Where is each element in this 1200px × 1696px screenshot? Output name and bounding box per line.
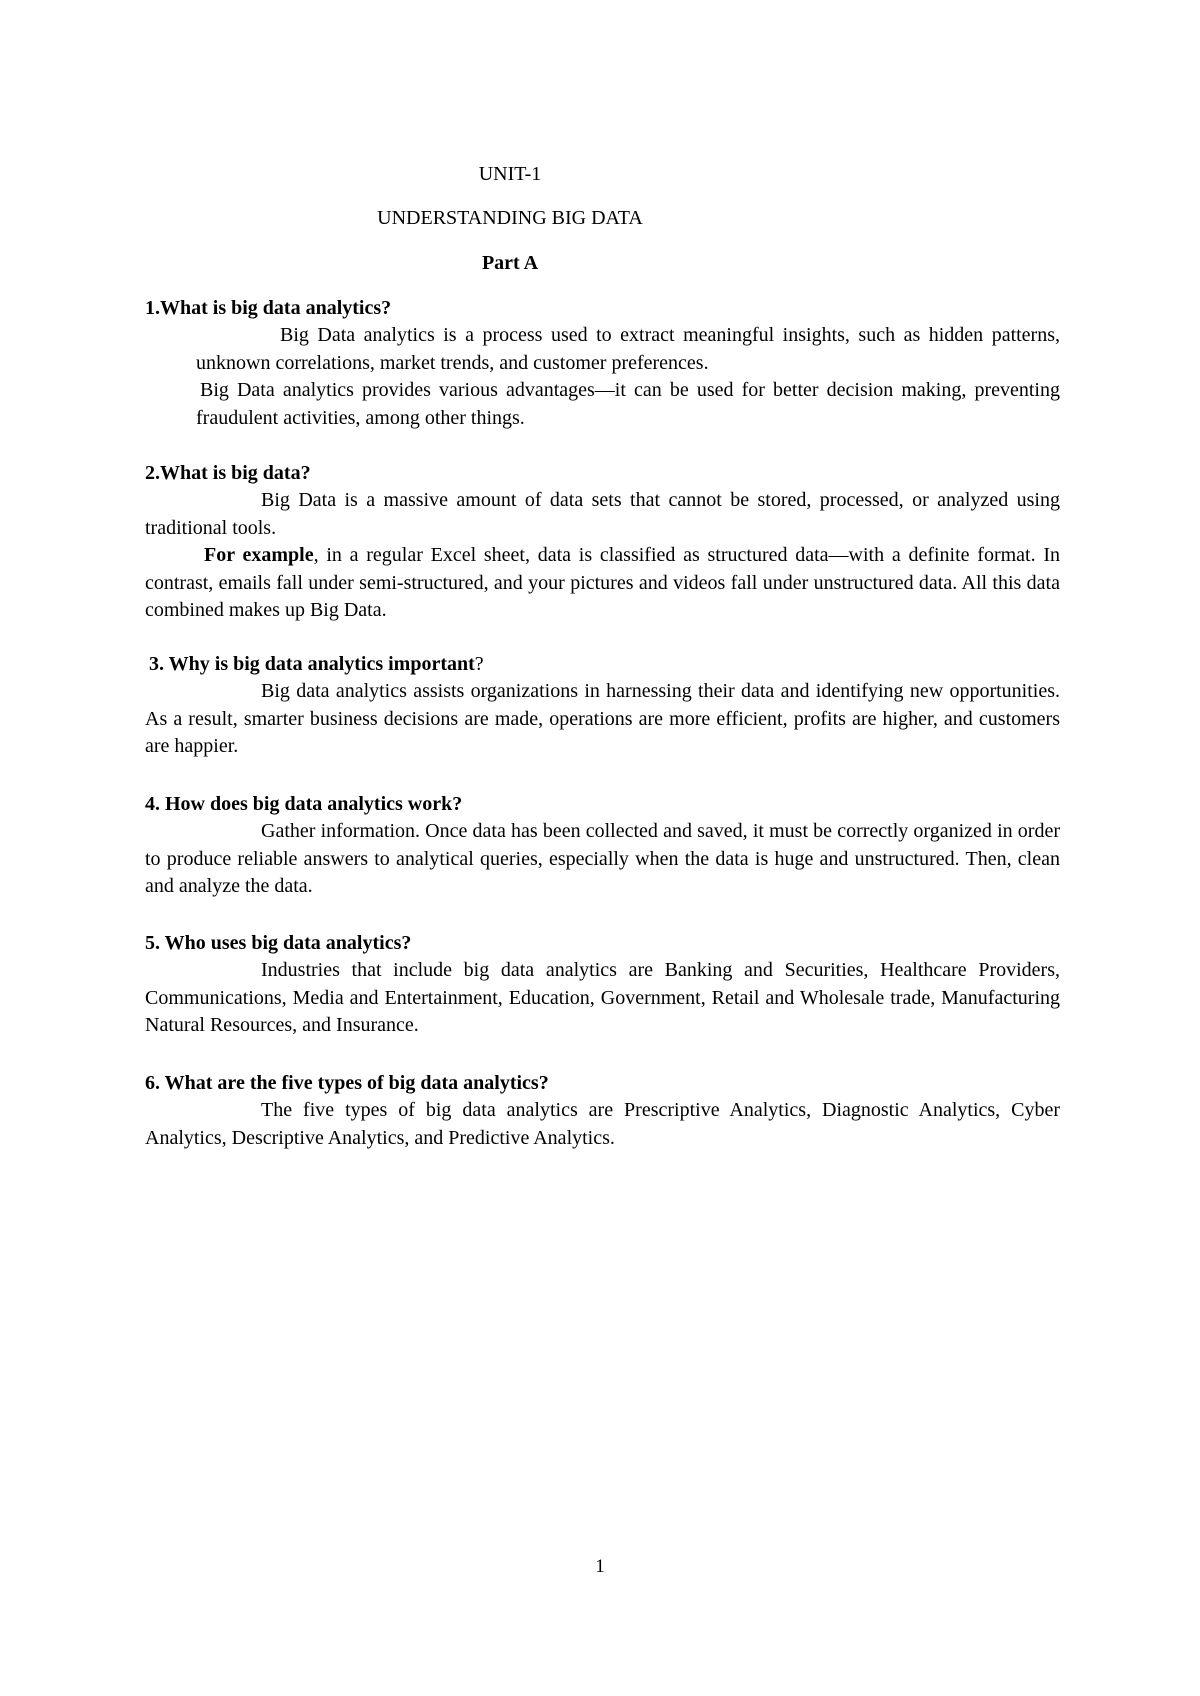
question-1-answer-paragraph-2: Big Data analytics provides various advantages—it can be used for better decision making, preventing fraudulent activities, among other things. [196,379,1060,429]
question-3-answer-paragraph: Big data analytics assists organizations in harnessing their data and identifying new opportunities. As a result, smarter business decisions are made, operations are more efficient, profits are higher, and customers are happier. [145,680,1060,758]
question-4-title: 4. How does big data analytics work? [145,793,463,815]
page-number: 1 [595,1556,605,1577]
question-3-title [149,652,484,676]
question-2-answer-paragraph-1: Big Data is a massive amount of data sets that cannot be stored, processed, or analyzed using traditional tools. [145,489,1060,539]
topic-heading: UNDERSTANDING BIG DATA [377,207,643,229]
question-4-answer-paragraph: Gather information. Once data has been collected and saved, it must be correctly organized in order to produce reliable answers to analytical queries, especially when the data is huge and unstructured. Then, clean and analyze the data. [145,820,1060,898]
question-2-title: 2.What is big data? [145,462,311,484]
unit-heading: UNIT-1 [478,163,542,185]
question-3-title-suffix: ? [474,653,484,675]
question-6-title: 6. What are the five types of big data analytics? [145,1072,549,1094]
question-1-answer-paragraph-1: Big Data analytics is a process used to extract meaningful insights, such as hidden patterns, unknown correlations, market trends, and customer preferences. [196,324,1060,374]
question-6-answer-paragraph: The five types of big data analytics are Prescriptive Analytics, Diagnostic Analytics, Cyber Analytics, Descriptive Analytics, and Predictive Analytics. [145,1099,1060,1149]
question-2-example-paragraph [145,542,1060,625]
example-lead: For example [204,544,314,566]
question-3-title-text: 3. Why is big data analytics important [149,653,475,675]
question-5-answer-paragraph: Industries that include big data analytics are Banking and Securities, Healthcare Providers, Communications, Media and Entertainment, Education, Government, Retail and Wholesale trade, Manufacturing Natural Resources, and Insurance. [145,959,1060,1037]
part-heading: Part A [481,252,539,274]
question-5-title: 5. Who uses big data analytics? [145,932,412,954]
question-1-title: 1.What is big data analytics? [145,297,392,319]
example-text: , in a regular Excel sheet, data is classified as structured data—with a definite format. In contrast, emails fall under semi-structured, and your pictures and videos fall under unstructured data. All this data combined makes up Big Data. [145,544,1061,622]
